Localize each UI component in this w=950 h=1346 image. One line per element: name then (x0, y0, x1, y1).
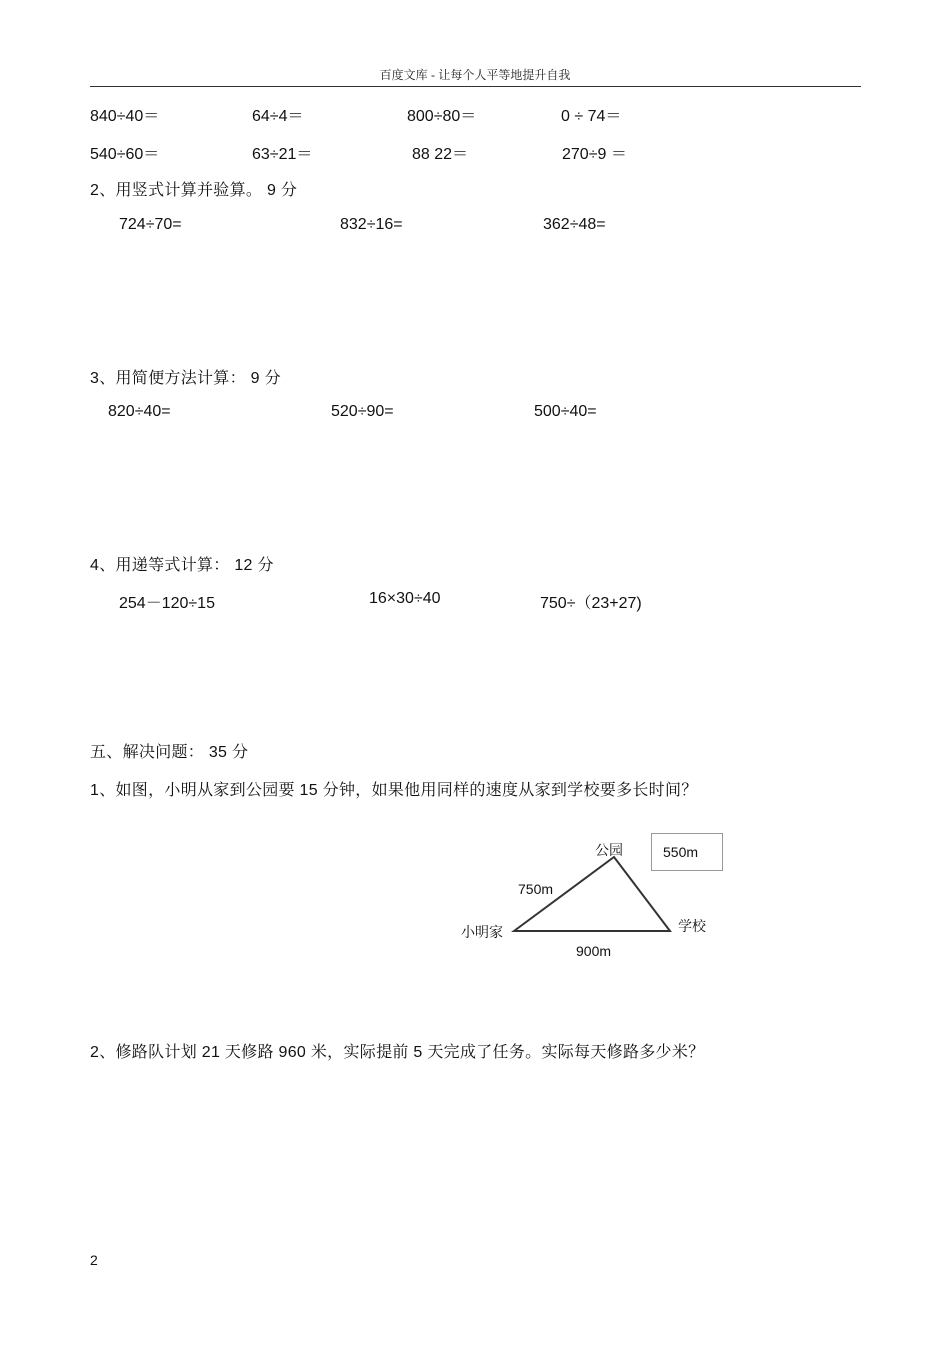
label-home: 小明家 (461, 924, 503, 940)
oral-calc-2-1: 540÷60＝ (90, 146, 160, 163)
q2-item-1: 724÷70= (119, 216, 182, 233)
label-school: 学校 (678, 918, 706, 934)
q3-item-1: 820÷40= (108, 403, 171, 420)
q3-item-2: 520÷90= (331, 403, 394, 420)
q4-item-1: 254－120÷15 (119, 595, 215, 612)
page-header: 百度文库 - 让每个人平等地提升自我 (379, 68, 571, 82)
q3-item-3: 500÷40= (534, 403, 597, 420)
q2-item-3: 362÷48= (543, 216, 606, 233)
part5-question-1: 1、如图，小明从家到公园要 15 分钟，如果他用同样的速度从家到学校要多长时间？ (90, 782, 698, 799)
park-school-distance-box (651, 833, 723, 871)
q4-item-3: 750÷（23+27) (540, 595, 642, 612)
oral-calc-2-2: 63÷21＝ (252, 146, 313, 163)
q3-title: 3、用简便方法计算： 9 分 (90, 370, 281, 387)
oral-calc-2-3: 88 22＝ (412, 146, 469, 163)
q2-item-2: 832÷16= (340, 216, 403, 233)
label-park: 公园 (595, 842, 623, 858)
oral-calc-2-4: 270÷9 ＝ (562, 146, 627, 163)
page-number: 2 (90, 1252, 98, 1268)
q4-title: 4、用递等式计算： 12 分 (90, 557, 274, 574)
oral-calc-1-2: 64÷4＝ (252, 108, 304, 125)
part5-question-2: 2、修路队计划 21 天修路 960 米，实际提前 5 天完成了任务。实际每天修路多少米？ (90, 1044, 705, 1061)
oral-calc-1-4: 0 ÷ 74＝ (561, 108, 622, 125)
oral-calc-1-3: 800÷80＝ (407, 108, 477, 125)
oral-calc-1-1: 840÷40＝ (90, 108, 160, 125)
q4-item-2: 16×30÷40 (369, 590, 441, 607)
q2-title: 2、用竖式计算并验算。 9 分 (90, 182, 298, 199)
label-home-school-distance: 900m (576, 943, 612, 959)
part5-title: 五、解决问题： 35 分 (90, 744, 249, 761)
label-park-school-distance: 550m (663, 844, 699, 860)
label-home-park-distance: 750m (518, 881, 554, 897)
